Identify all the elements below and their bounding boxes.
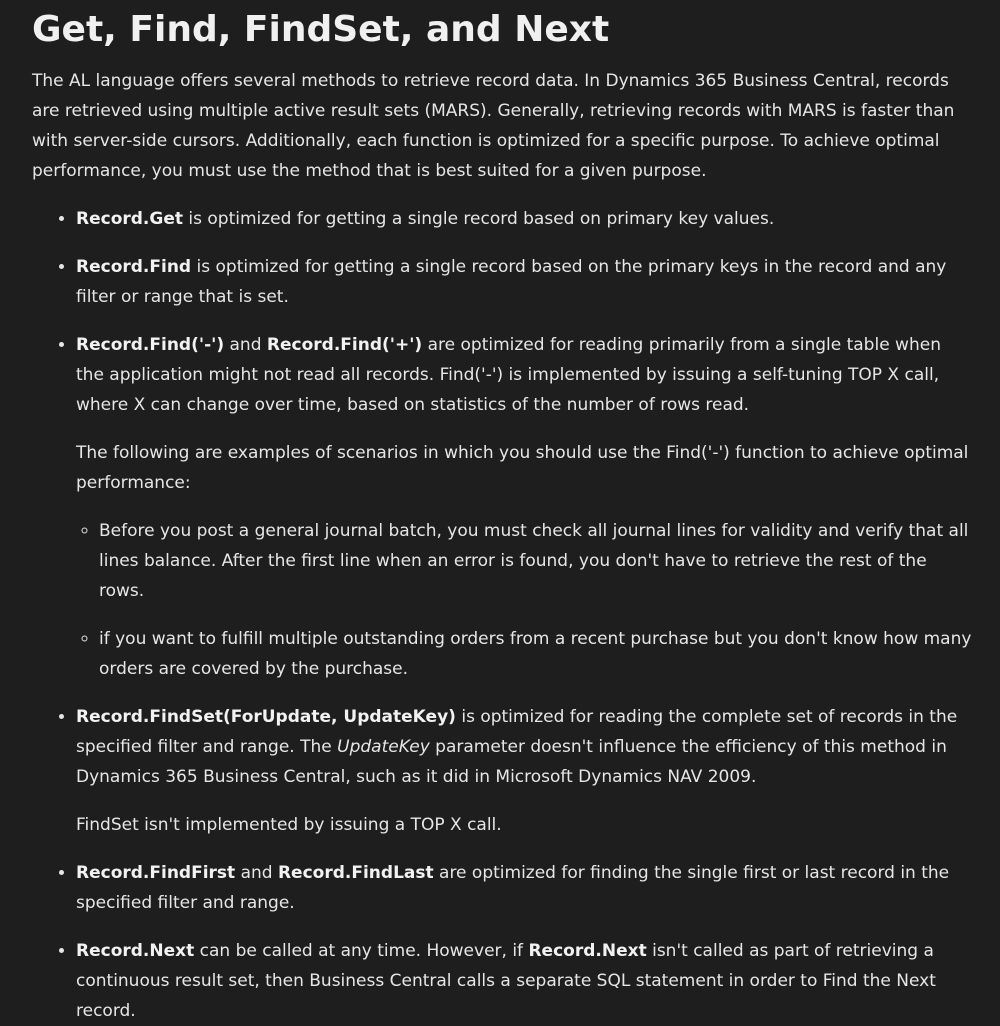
connector-and-2: and <box>235 863 278 883</box>
desc-findfirst: are optimized for finding the single first or last record in the specified filter and range. <box>76 863 950 913</box>
term-find-plus: Record.Find('+') <box>266 335 423 355</box>
desc-next-part1: can be called at any time. However, if <box>194 941 529 961</box>
scenario-item-journal: ◦ Before you post a general journal batch, you must check all journal lines for validity and verify that all lines balance. After the first line when an error is found, you don't have to retrieve the rest of the rows. <box>99 516 972 606</box>
list-item-record-findset <box>76 702 972 840</box>
term-next-2: Record.Next <box>528 941 647 961</box>
list-item-record-find-direction <box>76 330 972 684</box>
desc-record-get: is optimized for getting a single record based on primary key values. <box>183 209 775 229</box>
param-updatekey: UpdateKey <box>337 737 430 757</box>
term-findset: Record.FindSet(ForUpdate, UpdateKey) <box>76 707 456 727</box>
find-direction-paragraph <box>76 330 972 420</box>
intro-paragraph: The AL language offers several methods to retrieve record data. In Dynamics 365 Business Central, records are retrieved using multiple active result sets (MARS). Generally, retrieving records with MARS is faster than with server-side cursors. Additionally, each function is optimized for a specific purpose. To achieve optimal performance, you must use the method that is best suited for a given purpose. <box>32 71 955 181</box>
method-list <box>32 204 972 1026</box>
desc-findset-part2: parameter doesn't influence the efficiency of this method in Dynamics 365 Business Central, such as it did in Microsoft Dynamics NAV 2009. <box>76 737 947 787</box>
desc-find-direction: are optimized for reading primarily from a single table when the application might not read all records. Find('-') is implemented by issuing a self-tuning TOP X call, where X can change over time, based on statistics of the number of rows read. <box>76 335 941 415</box>
connector-and: and <box>224 335 267 355</box>
list-item-record-findfirst <box>76 858 972 918</box>
desc-findset-part1: is optimized for reading the complete set of records in the specified filter and range. The <box>76 707 958 757</box>
term-findlast: Record.FindLast <box>277 863 434 883</box>
term-record-find: Record.Find <box>76 257 192 277</box>
find-scenarios-intro: The following are examples of scenarios in which you should use the Find('-') function to achieve optimal performance: <box>76 443 969 493</box>
term-next: Record.Next <box>76 941 195 961</box>
desc-next-part2: isn't called as part of retrieving a continuous result set, then Business Central calls a separate SQL statement in order to Find the Next record. <box>76 941 936 1021</box>
list-item-record-next <box>76 936 972 1026</box>
term-findfirst: Record.FindFirst <box>76 863 236 883</box>
list-item-record-get <box>76 204 972 234</box>
scenario-item-orders: ◦ if you want to fulfill multiple outstanding orders from a recent purchase but you don't know how many orders are covered by the purchase. <box>99 624 972 684</box>
term-record-get: Record.Get <box>76 209 183 229</box>
findset-paragraph <box>76 702 972 792</box>
term-find-minus: Record.Find('-') <box>76 335 225 355</box>
list-item-record-find <box>76 252 972 312</box>
desc-record-find: is optimized for getting a single record based on the primary keys in the record and any filter or range that is set. <box>76 257 947 307</box>
page-title: Get, Find, FindSet, and Next <box>32 9 610 50</box>
findset-note: FindSet isn't implemented by issuing a TOP X call. <box>76 815 502 835</box>
scenario-list <box>76 516 972 684</box>
